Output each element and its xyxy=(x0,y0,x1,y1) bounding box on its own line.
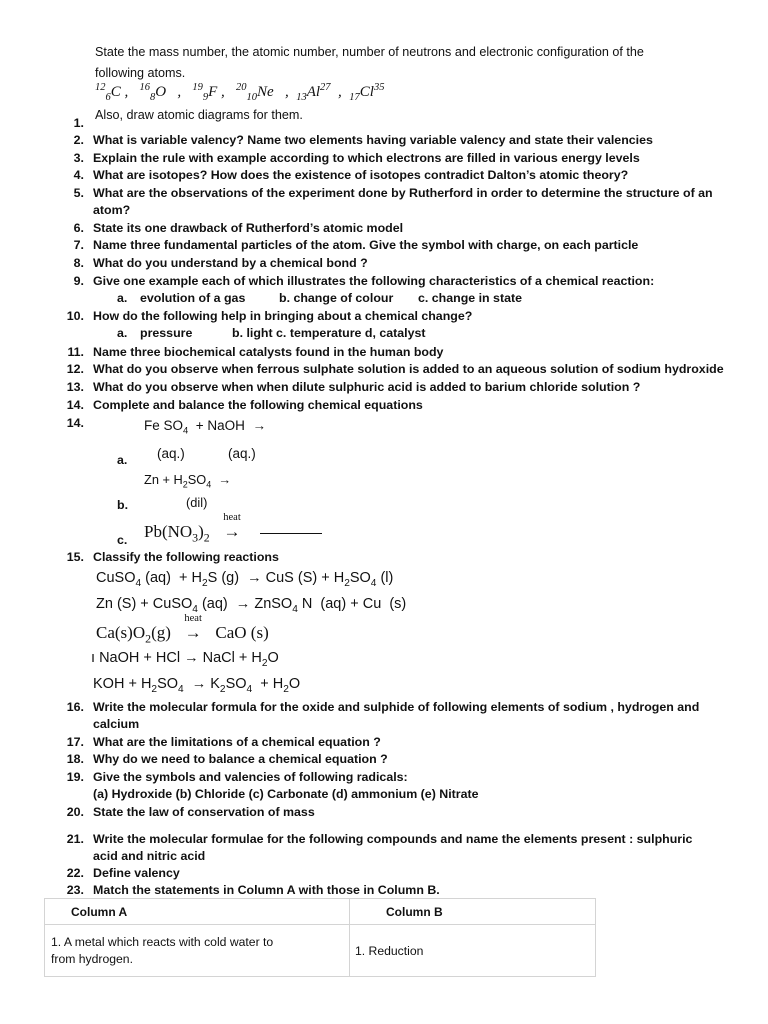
question-text: Write the molecular formulae for the following compounds and name the elements present : sulphuric xyxy=(93,832,693,846)
column-b-cell: 1. Reduction xyxy=(350,925,596,977)
atom-carbon: $^{12}_6$C xyxy=(95,82,121,103)
question-number: 13. xyxy=(66,380,84,394)
question-number: 15. xyxy=(66,550,84,564)
question-number: 2. xyxy=(73,133,84,147)
question-text: What do you observe when when dilute sulphuric acid is added to barium chloride solution ? xyxy=(93,380,641,394)
question-number: 14. xyxy=(66,416,84,430)
column-a-cell xyxy=(45,925,350,977)
question-text-continued: calcium xyxy=(93,717,140,731)
question-number: 3. xyxy=(73,151,84,165)
question-number: 6. xyxy=(73,221,84,235)
q15-reaction-3: $Ca(s)O_2(g)$ heat → CaO (s) xyxy=(96,613,269,646)
atom-aluminium: $_{13}Al^{27}$ xyxy=(296,82,331,103)
intro-line-1: State the mass number, the atomic number, number of neutrons and electronic configuration of the xyxy=(95,45,644,59)
question-number: 5. xyxy=(73,186,84,200)
match-table xyxy=(44,898,596,977)
question-text: What are the observations of the experiment done by Rutherford in order to determine the structure of an xyxy=(93,186,713,200)
question-number: 21. xyxy=(66,832,84,846)
question-number: 14. xyxy=(66,398,84,412)
column-a-header: Column A xyxy=(45,899,350,925)
question-text: Name three biochemical catalysts found in the human body xyxy=(93,345,444,359)
question-text-continued: (a) Hydroxide (b) Chloride (c) Carbonate (d) ammonium (e) Nitrate xyxy=(93,787,479,801)
q10-option-bcd: b. light c. temperature d, catalyst xyxy=(232,326,426,340)
question-number: 19. xyxy=(66,770,84,784)
question-number: 7. xyxy=(73,238,84,252)
question-text: What do you observe when ferrous sulphate solution is added to an aqueous solution of sodium hydroxide xyxy=(93,362,724,376)
question-text: Name three fundamental particles of the atom. Give the symbol with charge, on each particle xyxy=(93,238,639,252)
q14-equation-b: $Zn + H_2SO_4$ → xyxy=(144,472,232,490)
atom-notation-row: $^{12}_6$C , $^{16}_8$O , $^{19}_9$F , $^{20}_{10}$Ne , $_{13}Al^{27}$ , $_{17}Cl^{35}$ xyxy=(95,82,385,103)
question-text-continued: atom? xyxy=(93,203,131,217)
intro-line-3: Also, draw atomic diagrams for them. xyxy=(95,108,303,122)
question-text: Write the molecular formula for the oxide and sulphide of following elements of sodium , hydrogen and xyxy=(93,700,700,714)
q14-state-dil: (dil) xyxy=(186,495,208,510)
q10-option-a-label: a. xyxy=(117,326,128,340)
question-number: 18. xyxy=(66,752,84,766)
question-text: Classify the following reactions xyxy=(93,550,279,564)
question-text-continued: acid and nitric acid xyxy=(93,849,206,863)
question-text: What is variable valency? Name two elements having variable valency and state their valencies xyxy=(93,133,653,147)
question-text: Complete and balance the following chemical equations xyxy=(93,398,423,412)
question-text: State the law of conservation of mass xyxy=(93,805,315,819)
question-number: 17. xyxy=(66,735,84,749)
q14-label-c: c. xyxy=(117,533,128,547)
q9-option-b: b. change of colour xyxy=(279,291,394,305)
question-text: What are the limitations of a chemical equation ? xyxy=(93,735,381,749)
question-number: 22. xyxy=(66,866,84,880)
atom-chlorine: $_{17}Cl^{35}$ xyxy=(349,82,385,103)
q9-option-c: c. change in state xyxy=(418,291,522,305)
question-number: 23. xyxy=(66,883,84,897)
q10-option-a: pressure xyxy=(140,326,193,340)
question-text: Explain the rule with example according to which electrons are filled in various energy levels xyxy=(93,151,640,165)
q15-reaction-1: CuSO$_4$ $(aq) + H_2S$ (g) → CuS $(S) + H_2SO_4$ (l) xyxy=(96,570,394,589)
question-number: 11. xyxy=(67,345,84,359)
question-number: 4. xyxy=(73,168,84,182)
question-text: State its one drawback of Rutherford’s atomic model xyxy=(93,221,404,235)
question-text: Why do we need to balance a chemical equation ? xyxy=(93,752,388,766)
q14-equation-c: $Pb(NO_3)_2$ heat → xyxy=(144,522,322,542)
atom-neon: $^{20}_{10}$Ne xyxy=(236,82,274,103)
question-number: 1. xyxy=(73,116,84,130)
q14-label-b: b. xyxy=(117,498,129,512)
q9-option-a-label: a. xyxy=(117,291,128,305)
intro-line-2: following atoms. xyxy=(95,66,186,80)
q15-reaction-4: ı NaOH + HCl → NaCl + $H_2O$ xyxy=(91,650,279,669)
question-number: 9. xyxy=(73,274,84,288)
question-text: How do the following help in bringing about a chemical change? xyxy=(93,309,473,323)
q9-option-a: evolution of a gas xyxy=(140,291,246,305)
q15-reaction-2: Zn (S) + CuSO$_4$ (aq) → ZnSO$_4$ N (aq) + Cu (s) xyxy=(96,596,407,615)
q14-equation-a: Fe $SO_4$ + NaOH → xyxy=(144,418,266,437)
column-a-line-1: 1. A metal which reacts with cold water to xyxy=(51,934,274,949)
question-number: 12. xyxy=(66,362,84,376)
question-number: 10. xyxy=(66,309,84,323)
question-text: What do you understand by a chemical bond ? xyxy=(93,256,368,270)
question-number: 8. xyxy=(73,256,84,270)
question-text: Give one example each of which illustrates the following characteristics of a chemical reaction: xyxy=(93,274,655,288)
q14-state-2: (aq.) xyxy=(228,446,256,461)
question-text: Match the statements in Column A with those in Column B. xyxy=(93,883,440,897)
question-text: Give the symbols and valencies of following radicals: xyxy=(93,770,408,784)
column-b-header: Column B xyxy=(350,899,596,925)
question-text: Define valency xyxy=(93,866,180,880)
column-a-line-2: from hydrogen. xyxy=(51,951,133,966)
question-number: 20. xyxy=(66,805,84,819)
atom-oxygen: $^{16}_8$O xyxy=(139,82,167,103)
q14-state-1: (aq.) xyxy=(157,446,185,461)
question-number: 16. xyxy=(66,700,84,714)
q14-label-a: a. xyxy=(117,453,128,467)
q15-reaction-5: KOH + $H_2SO_4 \to K_2SO_4 + H_2O$ xyxy=(93,676,301,695)
question-text: What are isotopes? How does the existence of isotopes contradict Dalton’s atomic theory? xyxy=(93,168,629,182)
atom-fluorine: $^{19}_9$F xyxy=(192,82,218,103)
